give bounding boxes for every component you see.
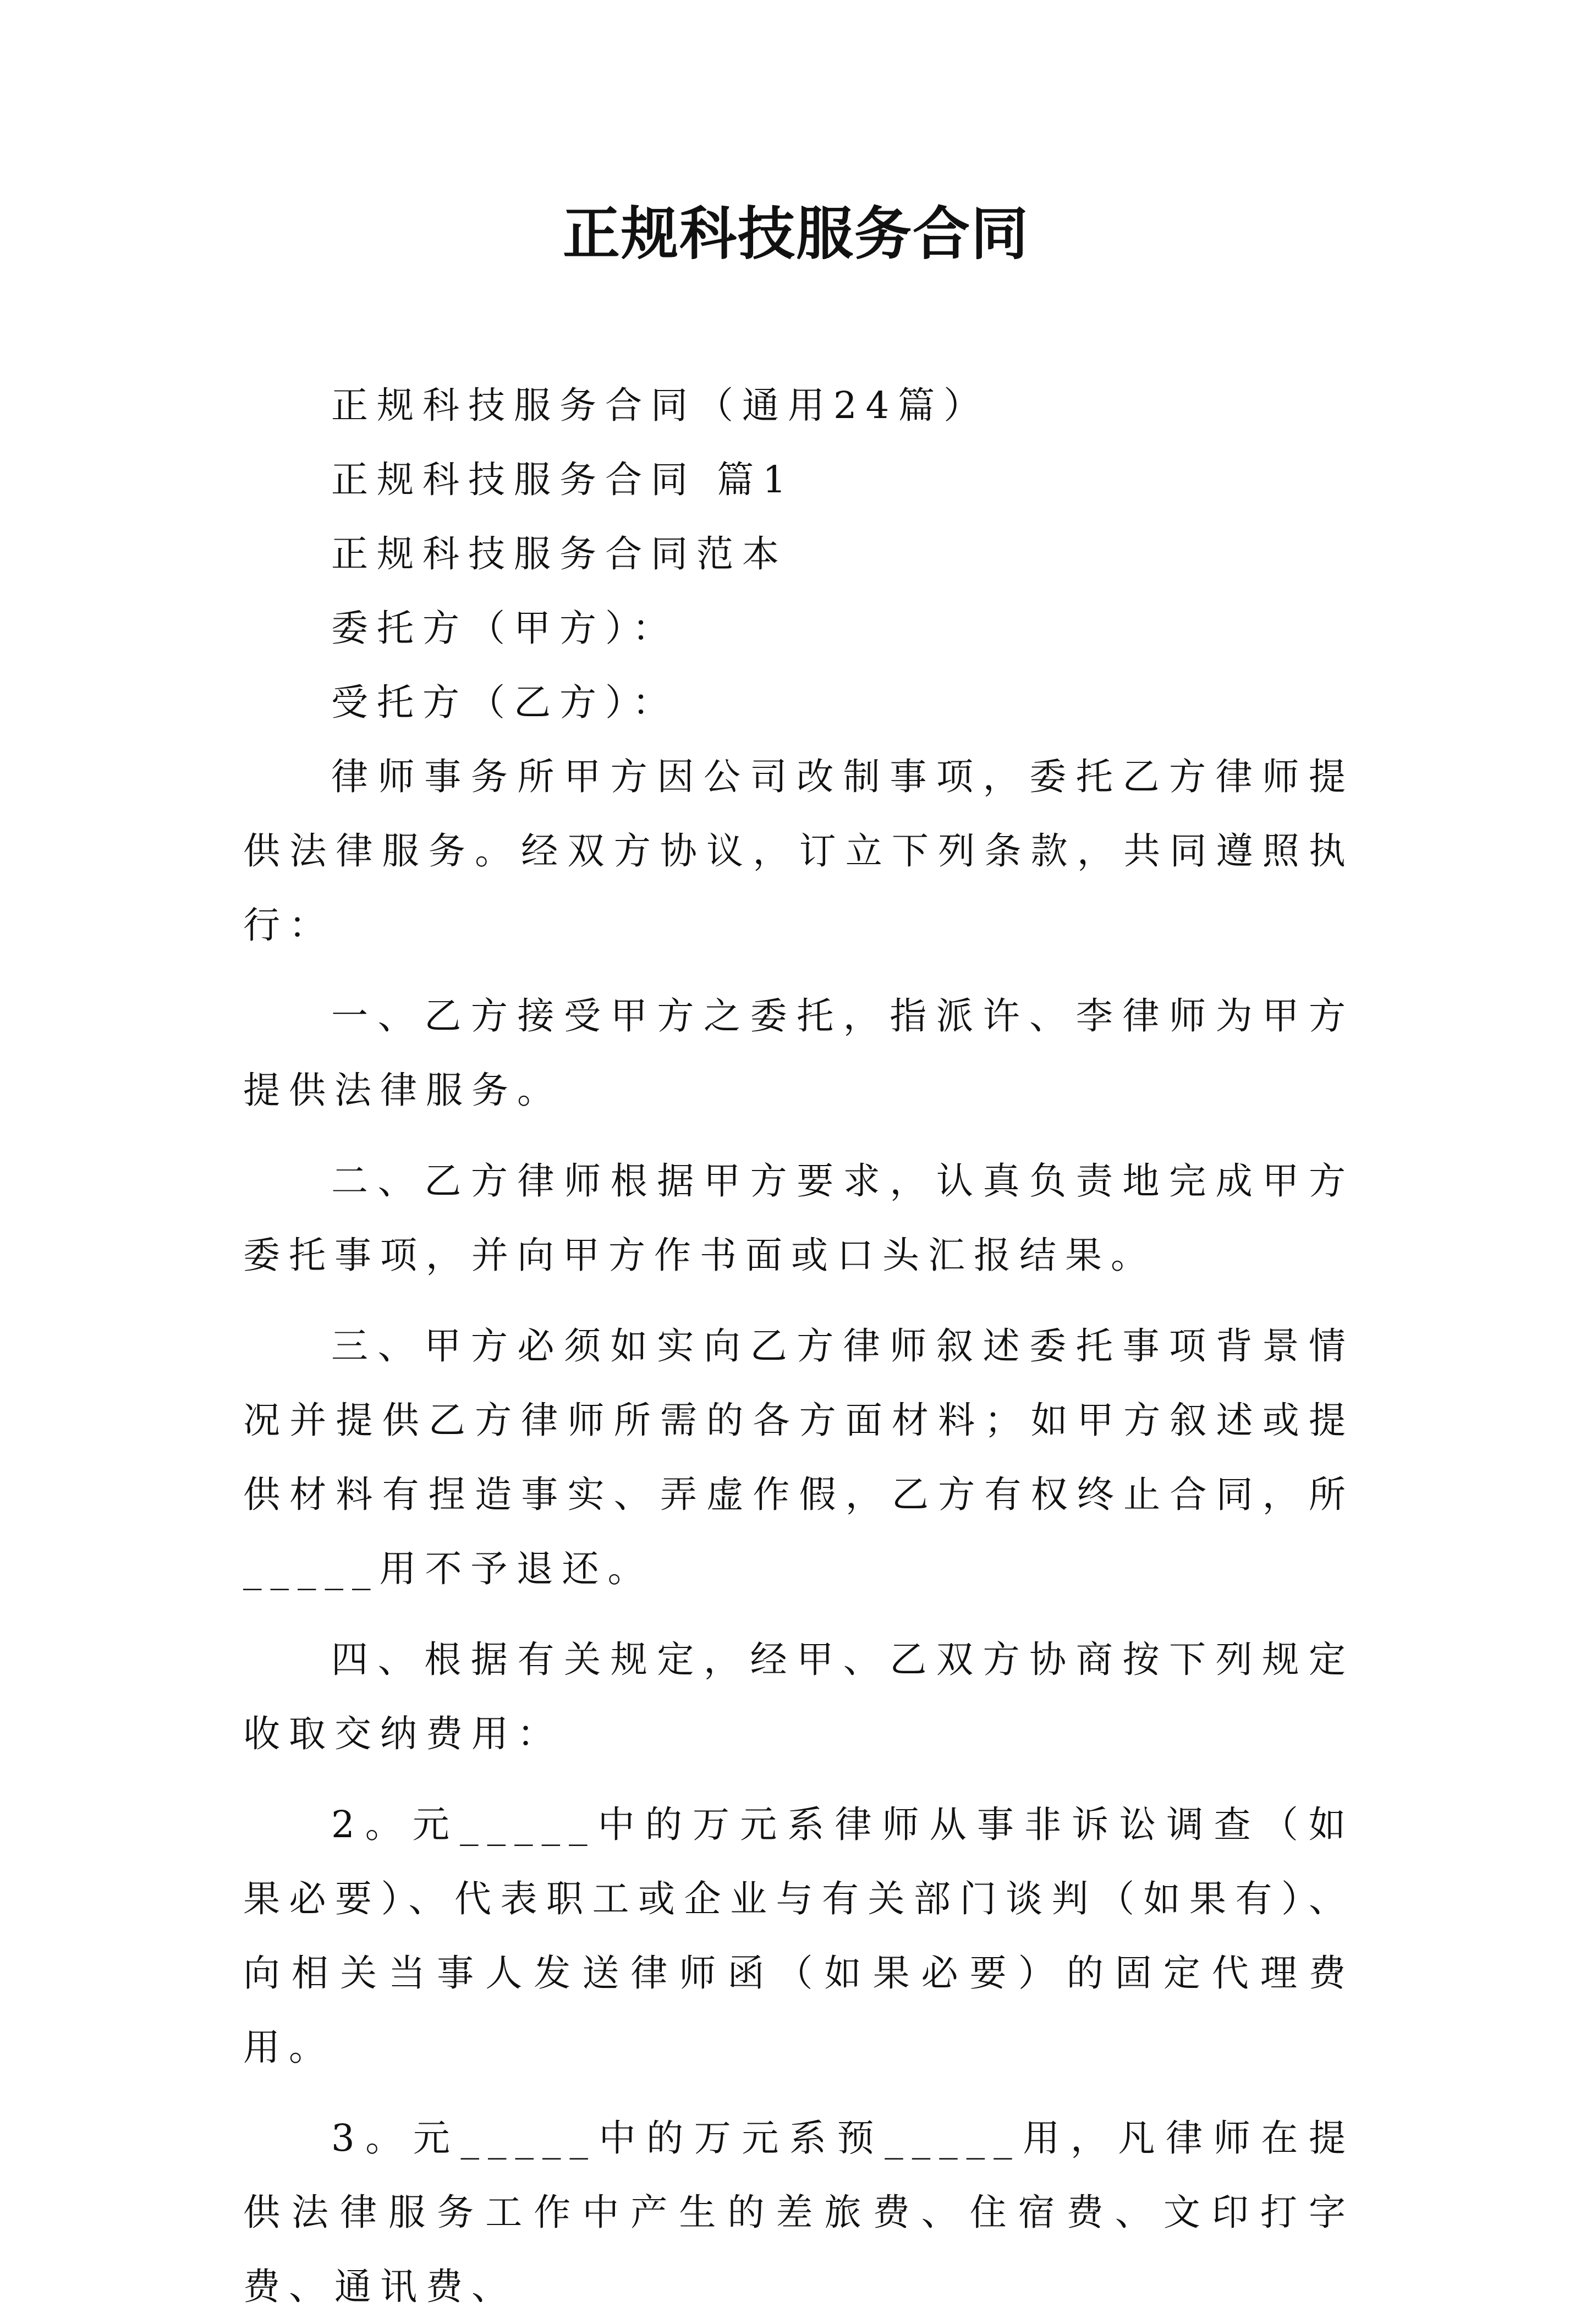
paragraph: 正规科技服务合同范本 <box>331 532 788 575</box>
paragraph: 四、根据有关规定，经甲、乙双方协商按下列规定收取交纳费用： <box>243 1638 1354 1755</box>
paragraph: 律师事务所甲方因公司改制事项，委托乙方律师提供法律服务。经双方协议，订立下列条款，共同遵照执行： <box>243 755 1354 947</box>
paragraph: 3。元_____中的万元系预_____用，凡律师在提供法律服务工作中产生的差旅费、住宿费、文印打字费、通讯费、 <box>243 2117 1354 2308</box>
paragraph: 受托方（乙方）： <box>331 681 678 724</box>
document-body <box>243 369 1354 2324</box>
paragraph: 二、乙方律师根据甲方要求，认真负责地完成甲方委托事项，并向甲方作书面或口头汇报结果。 <box>243 1160 1354 1277</box>
document-title: 正规科技服务合同 <box>562 200 1029 267</box>
paragraph: 正规科技服务合同（通用24篇） <box>331 384 990 427</box>
paragraph: 2。元_____中的万元系律师从事非诉讼调查（如果必要）、代表职工或企业与有关部门谈判（如果有）、向相关当事人发送律师函（如果必要）的固定代理费用。 <box>243 1803 1354 2069</box>
paragraph: 委托方（甲方）： <box>331 607 678 650</box>
paragraph: 一、乙方接受甲方之委托，指派许、李律师为甲方提供法律服务。 <box>243 995 1354 1112</box>
paragraph: 三、甲方必须如实向乙方律师叙述委托事项背景情况并提供乙方律师所需的各方面材料；如甲方叙述或提供材料有捏造事实、弄虚作假，乙方有权终止合同，所_____用不予退还。 <box>243 1325 1354 1590</box>
paragraph: 正规科技服务合同 篇1 <box>331 458 795 501</box>
